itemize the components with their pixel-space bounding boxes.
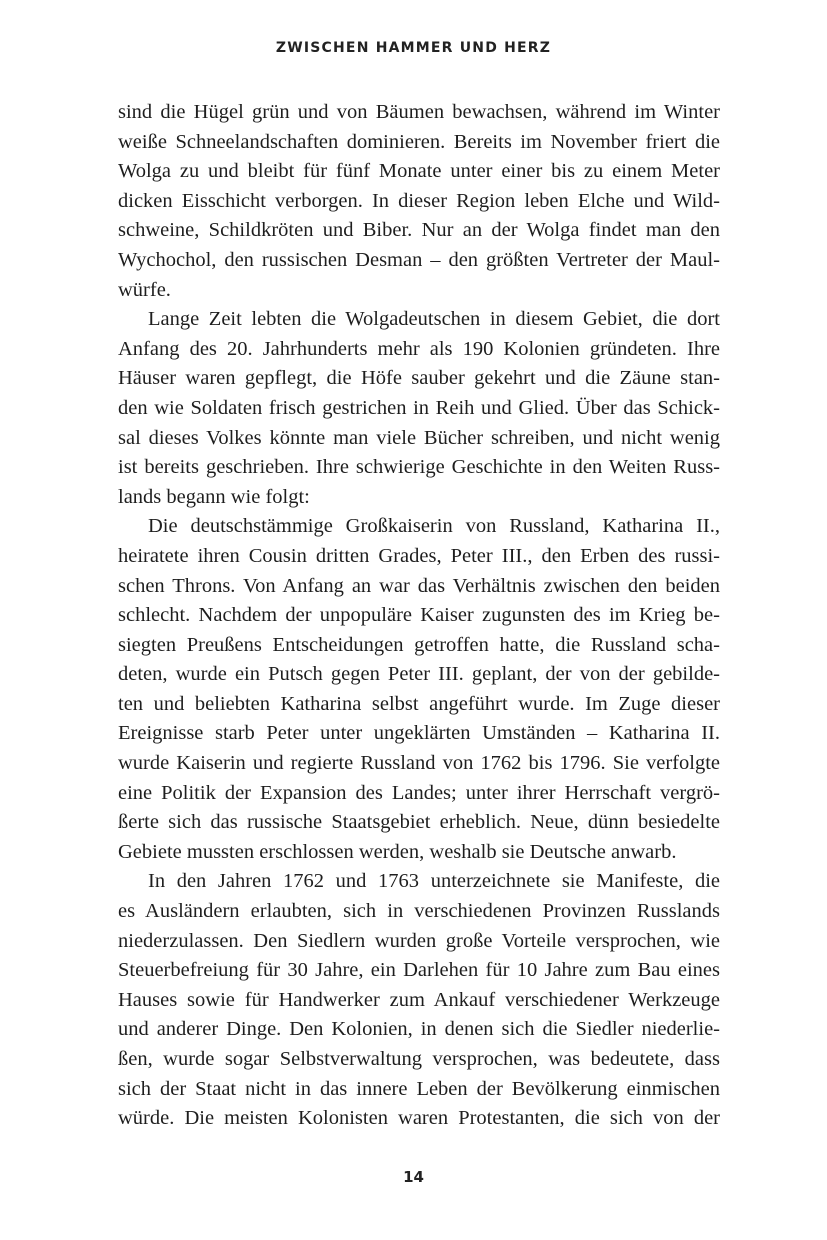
paragraph-2 [118, 305, 720, 512]
text-line: heiratete ihren Cousin dritten Grades, Peter III., den Erben des russi- [118, 544, 720, 567]
text-line: ten und beliebten Katharina selbst angeführt wurde. Im Zuge dieser [118, 692, 720, 715]
text-line: schlecht. Nachdem der unpopuläre Kaiser zugunsten des im Krieg be- [118, 604, 720, 627]
body-text [118, 98, 720, 1134]
text-line: würde. Die meisten Kolonisten waren Protestanten, die sich von der [118, 1107, 720, 1130]
text-line: In den Jahren 1762 und 1763 unterzeichnete sie Manifeste, die [148, 870, 720, 893]
text-line: siegten Preußens Entscheidungen getroffen hatte, die Russland scha- [118, 633, 720, 656]
text-line: sich der Staat nicht in das innere Leben der Bevölkerung einmischen [118, 1077, 720, 1100]
paragraph-4 [118, 867, 720, 1133]
text-line: niederzulassen. Den Siedlern wurden große Vorteile versprochen, wie [118, 929, 720, 952]
text-line: schweine, Schildkröten und Biber. Nur an der Wolga findet man den [118, 219, 720, 242]
text-line: lands begann wie folgt: [118, 485, 310, 508]
text-line: Gebiete mussten erschlossen werden, weshalb sie Deutsche anwarb. [118, 840, 677, 863]
text-line: deten, wurde ein Putsch gegen Peter III. geplant, der von der gebilde- [118, 663, 720, 686]
running-header: ZWISCHEN HAMMER UND HERZ [275, 40, 552, 56]
text-line: ßen, wurde sogar Selbstverwaltung versprochen, was bedeutete, dass [118, 1048, 720, 1070]
text-line: Lange Zeit lebten die Wolgadeutschen in diesem Gebiet, die dort [148, 308, 720, 331]
text-line: würfe. [118, 278, 171, 301]
text-line: ßerte sich das russische Staatsgebiet erheblich. Neue, dünn besiedelte [118, 811, 720, 834]
text-line: Die deutschstämmige Großkaiserin von Russland, Katharina II., [148, 515, 720, 538]
text-line: weiße Schneelandschaften dominieren. Bereits im November friert die [118, 130, 720, 153]
text-line: eine Politik der Expansion des Landes; unter ihrer Herrschaft vergrö- [118, 781, 720, 804]
text-line: Ereignisse starb Peter unter ungeklärten Umständen – Katharina II. [118, 722, 720, 745]
text-line: dicken Eisschicht verborgen. In dieser Region leben Elche und Wild- [118, 189, 720, 212]
paragraph-1 [118, 98, 720, 305]
text-line: den wie Soldaten frisch gestrichen in Reih und Glied. Über das Schick- [118, 396, 720, 419]
text-line: es Ausländern erlaubten, sich in verschiedenen Provinzen Russlands [118, 900, 720, 923]
text-line: Hauses sowie für Handwerker zum Ankauf verschiedener Werkzeuge [118, 988, 720, 1011]
text-line: sal dieses Volkes könnte man viele Bücher schreiben, und nicht wenig [118, 426, 720, 449]
text-line: schen Throns. Von Anfang an war das Verhältnis zwischen den beiden [118, 574, 720, 597]
text-line: Häuser waren gepflegt, die Höfe sauber gekehrt und die Zäune stan- [118, 367, 720, 390]
text-line: Steuerbefreiung für 30 Jahre, ein Darlehen für 10 Jahre zum Bau eines [118, 959, 720, 982]
page-number: 14 [403, 1168, 424, 1186]
text-line: wurde Kaiserin und regierte Russland von 1762 bis 1796. Sie verfolgte [118, 752, 720, 775]
text-line: Wolga zu und bleibt für fünf Monate unter einer bis zu einem Meter [118, 160, 720, 183]
text-line: und anderer Dinge. Den Kolonien, in denen sich die Siedler niederlie- [118, 1018, 720, 1041]
text-line: sind die Hügel grün und von Bäumen bewachsen, während im Winter [118, 101, 720, 123]
text-line: ist bereits geschrieben. Ihre schwierige Geschichte in den Weiten Russ- [118, 456, 720, 479]
paragraph-3 [118, 512, 720, 867]
text-line: Wychochol, den russischen Desman – den größten Vertreter der Maul- [118, 248, 720, 271]
text-line: Anfang des 20. Jahrhunderts mehr als 190 Kolonien gründeten. Ihre [118, 337, 720, 360]
